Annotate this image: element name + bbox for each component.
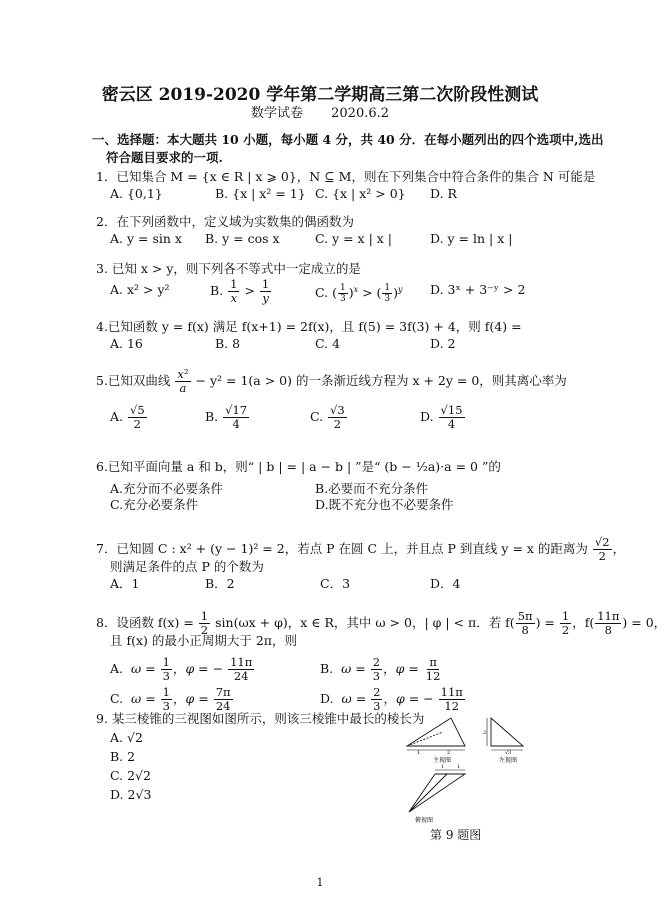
q3-option-d: D. 3ˣ + 3⁻ʸ > 2 [430,282,526,297]
fraction: $\frac{1}{y}$ [261,277,270,305]
svg-text:2: 2 [483,730,487,736]
subject-label: 数学试卷 [250,106,303,121]
q4-stem: 4.已知函数 y = f(x) 满足 f(x+1) = 2f(x)，且 f(5) = 3f(3) + 4，则 f(4) = [96,319,522,334]
fraction: $\frac{1}{2}$ [200,609,209,637]
q3-option-a: A. x² > y² [110,282,170,297]
q7-option-b: B．2 [205,576,235,591]
q9-option-d: D. 2√3 [110,787,152,802]
q3-option-c-label: C. [315,285,329,301]
fraction: $\frac{1}{3}$ [384,283,391,305]
svg-text:2: 2 [447,750,451,756]
q6-option-a: A.充分而不必要条件 [110,481,224,496]
q8-stem-pre: 8．设函数 f(x) = [96,615,194,630]
q8-option-c: C. ω = $\frac{1}{3}$ ，φ = $\frac{7\pi}{24}$ [110,685,231,713]
q7-stem: 7．已知圆 C : x² + (y − 1)² = 2，若点 P 在圆 C 上，并且点 P 到直线 y = x 的距离为 $\frac{√2}{2}$ ， [96,535,626,563]
q5-stem-post: − y² = 1(a > 0) 的一条渐近线方程为 x + 2y = 0，则其离心率为 [195,373,567,388]
svg-text:√3: √3 [505,750,512,756]
fraction: $\frac{√15}{4}$ [440,403,463,431]
q6-stem: 6.已知平面向量 a 和 b，则“ | b | = | a − b | ”是“ (b − ½a)·a = 0 ”的 [96,459,501,474]
page-title: 密云区 2019-2020 学年第二学期高三第二次阶段性测试 [101,85,539,105]
q1-stem: 1．已知集合 M = {x ∈ R | x ⩾ 0}，N ⊆ M，则在下列集合中符合条件的集合 N 可能是 [96,169,596,184]
q3-option-b-label: B. [210,283,224,298]
section-title-cont: 符合题目要求的一项. [106,150,223,165]
fraction: $\frac{11\pi}{12}$ [440,685,463,713]
fraction: $\frac{1}{x}$ [230,277,238,305]
q1-option-d: D. R [430,186,457,201]
fraction: $\frac{7\pi}{24}$ [215,685,231,713]
q4-option-d: D. 2 [430,336,456,351]
q5-option-d: D. $\frac{√15}{4}$ [420,403,463,431]
front-view-dim: 1 [417,750,421,756]
q8-stem: 8．设函数 f(x) = $\frac{1}{2}$ sin(ωx + φ)，x ∈ R，其中 ω > 0，| φ | < π．若 f( $\frac{5\pi}{8}$ ) = $\frac{1}{2}$ ，f( $\frac{11\pi}{8}$ ) = 0， [96,609,666,637]
q8-option-b: B. ω = $\frac{2}{3}$ ，φ = $\frac{\pi}{12}$ [320,655,441,683]
q8-stem-mid: sin(ωx + φ)，x ∈ R，其中 ω > 0，| φ | < π．若 f( [215,615,515,630]
q5-option-a: A. $\frac{√5}{2}$ [110,403,145,431]
q7-stem-line2: 则满足条件的点 P 的个数为 [110,559,264,574]
q8-option-a: A. ω = $\frac{1}{3}$ ，φ = − $\frac{11\pi}{24}$ [110,655,253,683]
fraction: $\frac{5\pi}{8}$ [517,609,533,637]
fraction: $\frac{\text{x²}}{a}$ [177,367,189,395]
q8-option-d: D. ω = $\frac{2}{3}$ ，φ = − $\frac{11\pi}{12}$ [320,685,463,713]
fraction: $\frac{11\pi}{24}$ [230,655,253,683]
q2-option-b: B. y = cos x [205,231,280,246]
q2-stem: 2．在下列函数中，定义域为实数集的偶函数为 [96,214,354,229]
q3-stem: 3. 已知 x > y，则下列各不等式中一定成立的是 [96,261,361,276]
q4-option-c: C. 4 [315,336,341,351]
top-view [409,770,465,812]
q6-option-b: B.必要而不充分条件 [315,481,429,496]
q6-option-d: D.既不充分也不必要条件 [315,497,454,512]
fraction: $\frac{1}{2}$ [561,609,570,637]
fraction: $\frac{√5}{2}$ [130,403,145,431]
q3-option-c: C. ( $\frac{1}{3}$ )$^x$ > ( $\frac{1}{3}$ )$^y$ [315,283,403,305]
fraction: $\frac{\pi}{12}$ [425,655,441,683]
q7-stem-pre: 7．已知圆 C : x² + (y − 1)² = 2，若点 P 在圆 C 上，并且点 P 到直线 y = x 的距离为 [96,541,588,556]
q7-option-c: C．3 [320,576,351,591]
q3-option-b: B. $\frac{1}{x}$ > $\frac{1}{y}$ [210,277,270,305]
front-view-label: 主视图 [433,757,452,764]
page-subtitle [0,102,640,121]
fraction: $\frac{2}{3}$ [372,655,381,683]
q6-option-c: C.充分必要条件 [110,497,199,512]
q1-option-a: A. {0,1} [110,186,163,201]
q2-option-c: C. y = x | x | [315,231,392,246]
section-title: 一、选择题：本大题共 10 小题，每小题 4 分，共 40 分．在每小题列出的四个选项中,选出 [92,132,604,147]
q8-stem-line2: 且 f(x) 的最小正周期大于 2π，则 [110,633,298,648]
q7-option-a: A．1 [110,576,140,591]
top-view-label: 俯视图 [415,817,434,824]
svg-text:1: 1 [441,764,445,770]
front-view [407,718,465,750]
q1-option-b: B. {x | x² = 1} [215,186,306,201]
q9-stem: 9. 某三棱锥的三视图如图所示，则该三棱锥中最长的棱长为 [96,711,425,726]
svg-text:1: 1 [457,764,461,770]
q4-option-b: B. 8 [215,336,241,351]
figure-caption: 第 9 题图 [430,828,482,842]
side-view [487,718,523,750]
q5-stem-pre: 5.已知双曲线 [96,373,171,388]
fraction: $\frac{1}{3}$ [339,283,346,305]
q5-option-c: C. $\frac{√3}{2}$ [310,403,345,431]
q2-option-d: D. y = ln | x | [430,231,513,246]
exam-date: 2020.6.2 [331,106,390,121]
fraction: $\frac{√3}{2}$ [330,403,345,431]
q5-option-b: B. $\frac{√17}{4}$ [205,403,248,431]
fraction: $\frac{1}{3}$ [162,685,170,713]
q7-option-d: D．4 [430,576,461,591]
q9-option-c: C. 2√2 [110,768,151,783]
page-number: 1 [316,876,324,889]
side-view-label: 左视图 [499,757,518,764]
fraction: $\frac{√17}{4}$ [225,403,248,431]
q4-option-a: A. 16 [110,336,143,351]
q9-option-b: B. 2 [110,749,136,764]
fraction: $\frac{2}{3}$ [373,685,381,713]
q2-option-a: A. y = sin x [110,231,182,246]
q5-stem [96,368,567,395]
q1-option-c: C. {x | x² > 0} [315,186,406,201]
fraction: $\frac{√2}{2}$ [594,535,610,563]
fraction: $\frac{1}{3}$ [162,655,170,683]
fraction: $\frac{11\pi}{8}$ [597,609,620,637]
q9-option-a: A. √2 [110,730,143,745]
